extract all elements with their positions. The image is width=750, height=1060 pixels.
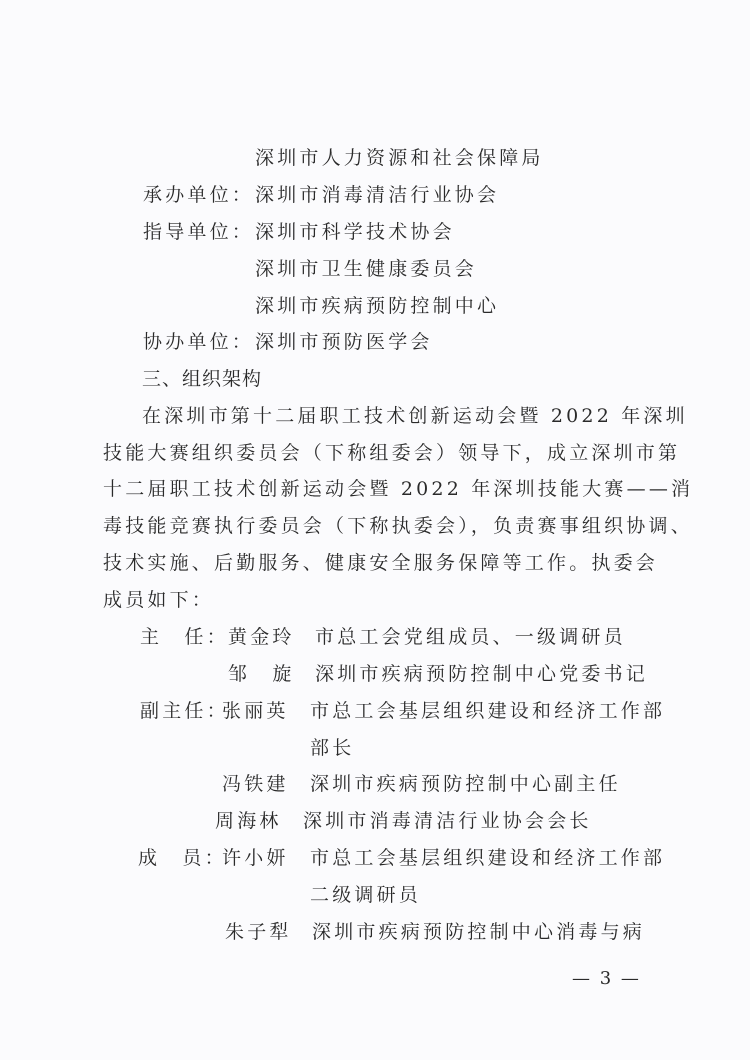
member-name: 冯铁建 bbox=[222, 773, 289, 795]
co-organizer-value: 深圳市预防医学会 bbox=[255, 331, 433, 353]
guidance-value: 深圳市科学技术协会 bbox=[255, 221, 455, 243]
paragraph-line: 技术实施、后勤服务、健康安全服务保障等工作。执委会 bbox=[103, 552, 659, 574]
co-organizer-label: 协办单位： bbox=[143, 331, 255, 353]
member-desc: 市总工会基层组织建设和经济工作部 bbox=[310, 847, 666, 869]
organizer-value: 深圳市消毒清洁行业协会 bbox=[255, 184, 500, 206]
guidance-label: 指导单位： bbox=[143, 221, 255, 243]
member-role: 副主任： bbox=[140, 700, 229, 722]
guidance-value: 深圳市疾病预防控制中心 bbox=[255, 295, 500, 317]
organizer-label: 承办单位： bbox=[143, 184, 255, 206]
member-desc: 深圳市疾病预防控制中心消毒与病 bbox=[312, 921, 646, 943]
member-name: 周海林 bbox=[215, 810, 282, 832]
sponsor-continued: 深圳市人力资源和社会保障局 bbox=[255, 147, 544, 169]
paragraph-line: 十二届职工技术创新运动会暨 2022 年深圳技能大赛——消 bbox=[103, 478, 694, 500]
member-name: 许小妍 bbox=[222, 847, 289, 869]
page-number: — 3 — bbox=[572, 968, 641, 989]
member-name: 朱子犁 bbox=[225, 921, 292, 943]
member-name: 邹 旋 bbox=[228, 663, 295, 685]
member-role: 成 员： bbox=[138, 847, 227, 869]
paragraph-line: 成员如下： bbox=[103, 589, 215, 611]
paragraph-line: 在深圳市第十二届职工技术创新运动会暨 2022 年深圳 bbox=[142, 405, 688, 427]
member-name: 黄金玲 bbox=[228, 626, 295, 648]
paragraph-line: 毒技能竞赛执行委员会（下称执委会），负责赛事组织协调、 bbox=[103, 515, 693, 537]
guidance-value: 深圳市卫生健康委员会 bbox=[255, 258, 478, 280]
member-desc: 市总工会基层组织建设和经济工作部 bbox=[310, 700, 666, 722]
member-desc: 二级调研员 bbox=[310, 884, 422, 906]
paragraph-line: 技能大赛组织委员会（下称组委会）领导下，成立深圳市第 bbox=[103, 442, 681, 464]
member-role: 主 任： bbox=[140, 626, 229, 648]
member-name: 张丽英 bbox=[222, 700, 289, 722]
member-desc: 深圳市消毒清洁行业协会会长 bbox=[303, 810, 592, 832]
member-desc: 深圳市疾病预防控制中心副主任 bbox=[310, 773, 621, 795]
member-desc: 深圳市疾病预防控制中心党委书记 bbox=[315, 663, 649, 685]
member-desc: 市总工会党组成员、一级调研员 bbox=[315, 626, 626, 648]
section-heading: 三、组织架构 bbox=[142, 368, 263, 390]
member-desc: 部长 bbox=[310, 737, 355, 759]
